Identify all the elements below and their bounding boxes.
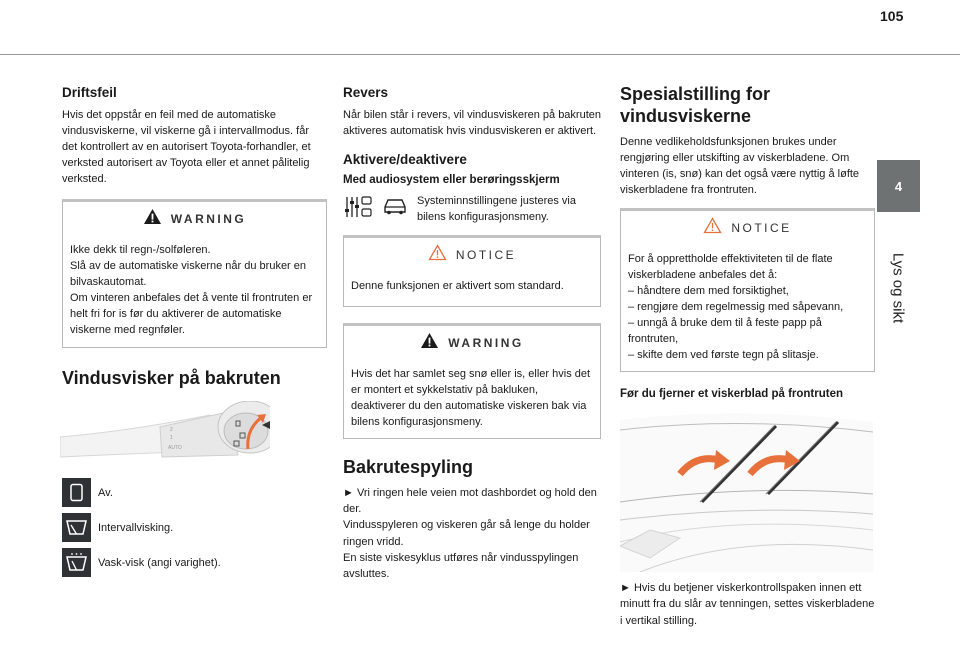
rear-washer-heading: Bakrutespyling	[343, 457, 474, 478]
rear-wiper-heading: Vindusvisker på bakruten	[62, 367, 281, 388]
list-item: – unngå å bruke dem til å feste papp på frontruten,	[628, 317, 822, 346]
config-row	[343, 193, 601, 225]
column-1	[62, 80, 327, 577]
special-position-heading: Spesialstilling for vindusviskerne	[620, 84, 771, 126]
lever-marking: AUTO	[168, 445, 182, 452]
chapter-title: Lys og sikt	[889, 252, 907, 324]
wiper-intermittent-icon	[62, 513, 91, 542]
list-item: – håndtere dem med forsiktighet,	[628, 285, 789, 298]
driftsfeil-heading: Driftsfeil	[62, 85, 117, 100]
settings-sliders-icon	[343, 193, 373, 224]
list-item	[62, 548, 327, 577]
notice-body	[621, 245, 874, 371]
before-removing-heading: Før du fjerner et viskerblad på frontruten	[620, 388, 844, 401]
list-item	[62, 513, 327, 542]
warning-header	[63, 202, 326, 236]
wiper-mode-label: Intervallvisking.	[98, 521, 174, 534]
notice-box-2	[620, 208, 875, 372]
revers-heading: Revers	[343, 85, 389, 100]
warning-triangle-icon	[143, 208, 162, 230]
notice-header	[621, 211, 874, 245]
list-item: – rengjøre dem regelmessig med såpevann,	[628, 301, 844, 314]
notice-triangle-icon	[703, 217, 722, 239]
activate-text: Systeminnstillingene justeres via bilens konfigurasjonsmeny.	[417, 195, 576, 224]
notice-label: NOTICE	[731, 221, 792, 236]
warning-triangle-icon	[420, 332, 439, 354]
lever-marking: 1	[170, 435, 173, 442]
wiper-mode-list	[62, 478, 327, 577]
column-3	[620, 80, 875, 629]
wiper-lever-illustration	[60, 401, 270, 469]
warning-body: Hvis det har samlet seg snø eller is, eller hvis det er montert et sykkelstativ på bakluken, deaktiverer du den automatiske viskeren bak via bilens konfigurasjonsmeny.	[351, 368, 591, 429]
notice-box-1	[343, 235, 601, 307]
activate-subheading: Med audiosystem eller berøringsskjerm	[343, 174, 560, 187]
chapter-tab[interactable]: 4	[877, 160, 920, 212]
rear-washer-text: Vindusspyleren og viskeren går så lenge du holder ringen vridd.	[343, 519, 590, 548]
notice-intro: For å opprettholde effektiviteten til de flate viskerbladene anbefales det å:	[628, 253, 833, 282]
list-item: – skifte dem ved første tegn på slitasje.	[628, 349, 819, 362]
windshield-wiper-illustration	[620, 410, 873, 572]
lever-marking: 2	[170, 427, 173, 434]
warning-label: WARNING	[448, 336, 524, 351]
notice-body: Denne funksjonen er aktivert som standard.	[351, 280, 564, 293]
list-item	[62, 478, 327, 507]
driftsfeil-text: Hvis det oppstår en feil med de automatiske vindusviskerne, vil viskerne gå i intervallmodus. får det kontrollert av en autorisert Toyota-forhandler, et verksted autorisert av Toyota eller et annet pålitelig verksted.	[62, 109, 311, 186]
column-2	[343, 80, 601, 582]
warning-line: Om vinteren anbefales det å vente til frontruten er helt fri for is før du aktiverer de automatiske viskerne med regnføler.	[70, 292, 313, 337]
revers-text: Når bilen står i revers, vil vindusviskeren på bakruten aktiveres automatisk hvis vindusviskeren er aktivert.	[343, 109, 602, 138]
notice-header	[344, 238, 600, 272]
activate-heading: Aktivere/deaktivere	[343, 152, 467, 168]
warning-label: WARNING	[170, 212, 247, 227]
wiper-off-icon	[62, 478, 91, 507]
warning-line: Slå av de automatiske viskerne når du bruker en bilvaskautomat.	[70, 260, 307, 289]
rear-washer-step: ► Vri ringen hele veien mot dashbordet og hold den der.	[343, 487, 597, 516]
wash-wipe-icon	[62, 548, 91, 577]
warning-body	[63, 236, 326, 346]
warning-header	[344, 326, 600, 360]
warning-box-2	[343, 323, 601, 439]
page-number: 105	[880, 8, 904, 24]
wiper-mode-label: Av.	[98, 486, 113, 499]
header-rule	[0, 54, 960, 55]
special-position-text: Denne vedlikeholdsfunksjonen brukes under rengjøring eller utskifting av viskerbladene. Om vinteren (is, snø) kan det også være nyttig å løfte viskerbladene fra frontruten.	[620, 135, 860, 197]
before-removing-text: ► Hvis du betjener viskerkontrollspaken innen ett minutt fra du slår av tenningen, settes viskerbladene i vertikal stilling.	[620, 582, 875, 627]
warning-box-1	[62, 199, 327, 347]
car-icon	[381, 193, 409, 222]
wiper-mode-label: Vask-visk (angi varighet).	[98, 556, 221, 569]
warning-line: Ikke dekk til regn-/solføleren.	[70, 244, 211, 257]
notice-label: NOTICE	[455, 248, 517, 263]
rear-washer-text: En siste viskesyklus utføres når vindusspylingen avsluttes.	[343, 551, 579, 580]
notice-triangle-icon	[428, 244, 447, 266]
